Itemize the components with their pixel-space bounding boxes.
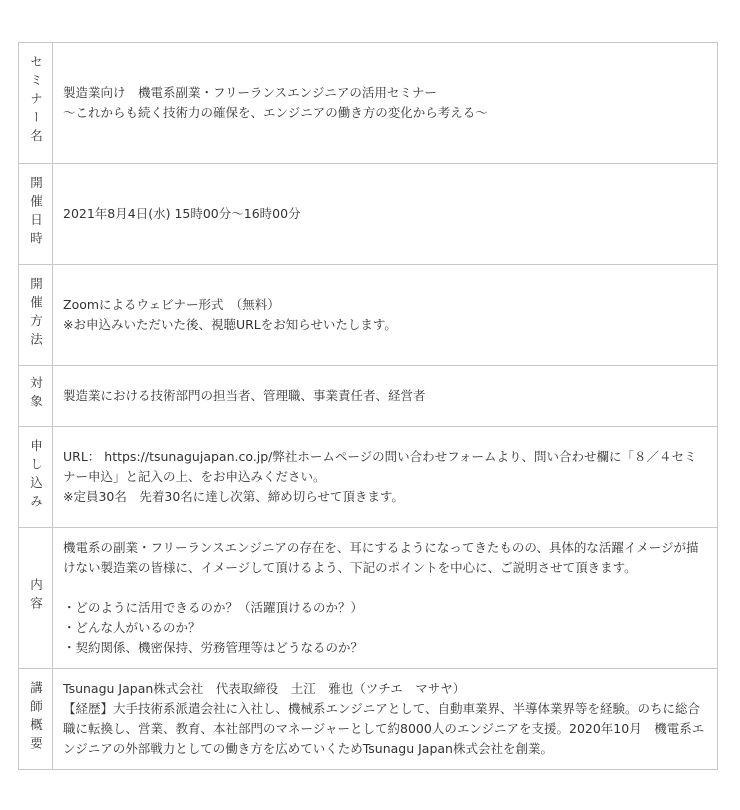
row-label: セミナー名 <box>28 55 44 148</box>
row-application <box>19 427 718 528</box>
row-content <box>19 528 718 669</box>
spacer <box>63 578 707 598</box>
content-cell-content <box>53 528 718 669</box>
row-speaker <box>19 669 718 770</box>
content-cell-speaker <box>53 669 718 770</box>
content-cell-method <box>53 265 718 366</box>
label-cell-speaker <box>19 669 53 770</box>
capacity-note: ※定員30名 先着30名に達し次第、締め切らせて頂きます。 <box>63 489 404 504</box>
row-date-time <box>19 164 718 265</box>
row-label: 講師概要 <box>28 680 44 755</box>
row-label: 内容 <box>28 578 44 615</box>
content-cell-application <box>53 427 718 528</box>
event-date-time: 2021年8月4日(水) 15時00分〜16時00分 <box>63 206 301 221</box>
content-cell-date-time <box>53 164 718 265</box>
row-label: 対象 <box>28 376 44 413</box>
row-method <box>19 265 718 366</box>
content-intro: 機電系の副業・フリーランスエンジニアの存在を、耳にするようになってきたものの、具体的な活躍イメージが描けない製造業の皆様に、イメージして頂けるよう、下記のポイントを中心に、ご説明させて頂きます。 <box>63 540 699 575</box>
content-point: ・どのように活用できるのか？（活躍頂けるのか？） <box>63 600 364 615</box>
speaker-career: 【経歴】大手技術系派遣会社に入社し、機械系エンジニアとして、自動車業界、半導体業界等を経験。のちに総合職に転換し、営業、教育、本社部門のマネージャーとして約8000人のエンジニアを支援。2020年10月 機電系エンジニアの外部戦力としての働き方を広めていくためTsunagu Japan株式会社を創業。 <box>63 701 705 756</box>
label-cell-application <box>19 427 53 528</box>
seminar-title: 製造業向け 機電系副業・フリーランスエンジニアの活用セミナー <box>63 85 437 100</box>
seminar-subtitle: 〜これからも続く技術力の確保を、エンジニアの働き方の変化から考える〜 <box>63 105 488 120</box>
speaker-name: Tsunagu Japan株式会社 代表取締役 土江 雅也（ツチエ マサヤ） <box>63 681 466 696</box>
row-label: 開催方法 <box>28 276 44 351</box>
content-point: ・どんな人がいるのか？ <box>63 620 201 635</box>
content-cell-target <box>53 366 718 427</box>
event-format: Zoomによるウェビナー形式 （無料） <box>63 297 280 312</box>
target-audience: 製造業における技術部門の担当者、管理職、事業責任者、経営者 <box>63 388 426 403</box>
application-url-instructions: URL： https://tsunagujapan.co.jp/弊社ホームページの問い合わせフォームより、問い合わせ欄に「８／４セミナー申込」と記入の上、をお申込みください。 <box>63 449 697 484</box>
label-cell-content <box>19 528 53 669</box>
label-cell-date-time <box>19 164 53 265</box>
seminar-info-table <box>18 42 718 770</box>
label-cell-method <box>19 265 53 366</box>
event-format-note: ※お申込みいただいた後、視聴URLをお知らせいたします。 <box>63 317 397 332</box>
row-target <box>19 366 718 427</box>
row-label: 開催日時 <box>28 175 44 250</box>
row-label: 申し込み <box>28 438 44 513</box>
row-seminar-name <box>19 43 718 164</box>
content-point: ・契約関係、機密保持、労務管理等はどうなるのか？ <box>63 640 364 655</box>
content-cell-seminar-name <box>53 43 718 164</box>
label-cell-target <box>19 366 53 427</box>
label-cell-seminar-name <box>19 43 53 164</box>
